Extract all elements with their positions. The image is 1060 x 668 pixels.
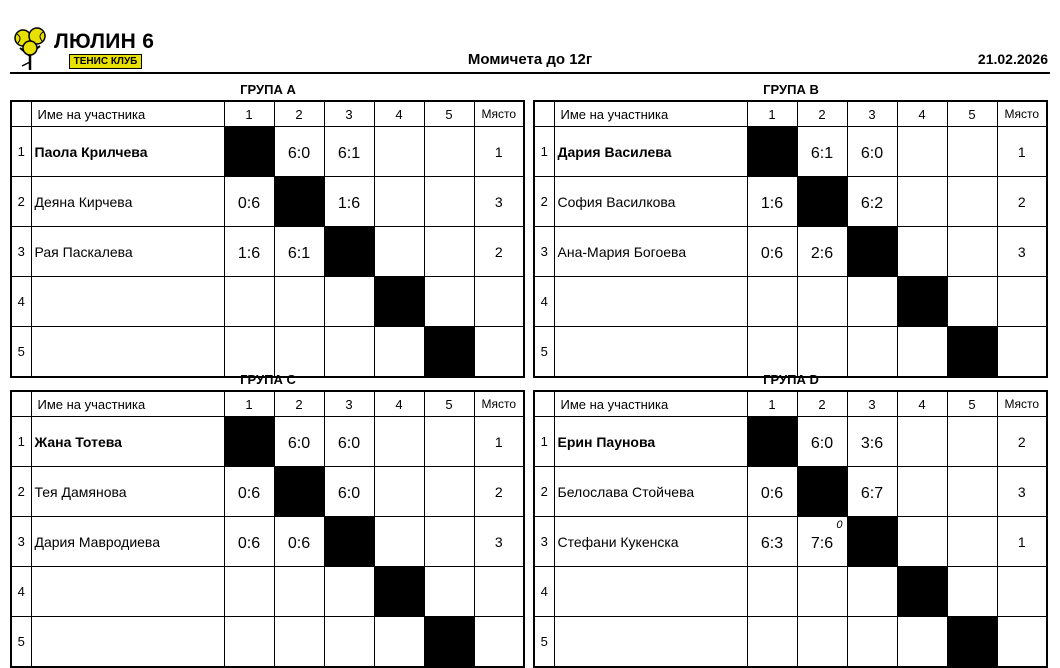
player-name xyxy=(31,567,224,617)
score-cell xyxy=(424,567,474,617)
score-cell xyxy=(897,327,947,378)
score-cell xyxy=(747,517,797,567)
header-opponent-cell: 3 xyxy=(324,391,374,417)
player-name xyxy=(554,277,747,327)
score-cell xyxy=(897,617,947,668)
place-value xyxy=(997,277,1047,327)
score-cell xyxy=(947,227,997,277)
diagonal-cell xyxy=(747,417,797,467)
player-number: 2 xyxy=(11,467,31,517)
table-row xyxy=(11,277,524,327)
score-value: 0:6 xyxy=(237,194,261,212)
place-value xyxy=(474,617,524,668)
score-value: 6:1 xyxy=(810,144,834,162)
player-number: 5 xyxy=(11,327,31,378)
score-cell xyxy=(374,617,424,668)
diagonal-cell xyxy=(424,617,474,668)
score-cell xyxy=(947,517,997,567)
player-name: Жана Тотева xyxy=(31,417,224,467)
group-table xyxy=(10,100,525,378)
place-value xyxy=(997,617,1047,668)
player-number: 3 xyxy=(534,227,554,277)
score-cell xyxy=(797,567,847,617)
table-header-row xyxy=(534,391,1047,417)
table-row xyxy=(11,517,524,567)
player-number: 1 xyxy=(534,127,554,177)
score-value: 1:6 xyxy=(760,194,784,212)
score-value: 6:2 xyxy=(860,194,884,212)
score-value: 6:0 xyxy=(287,144,311,162)
score-cell xyxy=(847,277,897,327)
score-cell xyxy=(747,467,797,517)
player-name: Дария Мавродиева xyxy=(31,517,224,567)
diagonal-cell xyxy=(897,567,947,617)
place-value xyxy=(997,567,1047,617)
table-row xyxy=(534,127,1047,177)
header-opponent-cell: 4 xyxy=(897,391,947,417)
header-num-cell xyxy=(534,101,554,127)
group-table xyxy=(10,390,525,668)
score-value: 1:6 xyxy=(237,244,261,262)
score-value: 6:3 xyxy=(760,534,784,552)
group-label: ГРУПА С xyxy=(240,372,296,387)
score-cell xyxy=(797,417,847,467)
score-cell xyxy=(224,327,274,378)
player-name: София Василкова xyxy=(554,177,747,227)
player-name: Стефани Кукенска xyxy=(554,517,747,567)
page-date: 21.02.2026 xyxy=(977,51,1048,67)
player-number: 4 xyxy=(534,567,554,617)
score-cell xyxy=(224,277,274,327)
score-value: 1:6 xyxy=(337,194,361,212)
score-cell xyxy=(747,227,797,277)
score-cell xyxy=(897,517,947,567)
score-cell xyxy=(947,127,997,177)
table-row xyxy=(534,277,1047,327)
score-cell xyxy=(374,417,424,467)
place-value: 1 xyxy=(474,417,524,467)
diagonal-cell xyxy=(374,277,424,327)
score-cell xyxy=(424,517,474,567)
table-row xyxy=(534,517,1047,567)
header-opponent-cell: 2 xyxy=(274,391,324,417)
header-num-cell xyxy=(534,391,554,417)
score-value: 6:0 xyxy=(337,434,361,452)
score-cell xyxy=(797,327,847,378)
place-value: 2 xyxy=(997,177,1047,227)
diagonal-cell xyxy=(324,517,374,567)
score-cell xyxy=(847,127,897,177)
table-row xyxy=(11,327,524,378)
score-value: 6:0 xyxy=(337,484,361,502)
place-value: 3 xyxy=(997,467,1047,517)
header-opponent-cell: 5 xyxy=(424,391,474,417)
table-row xyxy=(11,227,524,277)
place-value: 3 xyxy=(474,517,524,567)
table-row xyxy=(534,177,1047,227)
score-cell xyxy=(224,567,274,617)
header-place-cell: Място xyxy=(474,391,524,417)
score-cell xyxy=(897,467,947,517)
header-num-cell xyxy=(11,101,31,127)
table-row xyxy=(11,567,524,617)
place-value: 1 xyxy=(474,127,524,177)
score-cell xyxy=(797,617,847,668)
header-opponent-cell: 2 xyxy=(797,101,847,127)
score-cell xyxy=(897,417,947,467)
header-opponent-cell: 3 xyxy=(324,101,374,127)
score-value: 0:6 xyxy=(287,534,311,552)
player-name: Дария Василева xyxy=(554,127,747,177)
score-cell xyxy=(224,617,274,668)
score-cell xyxy=(947,567,997,617)
table-row xyxy=(534,567,1047,617)
score-cell xyxy=(374,327,424,378)
player-number: 3 xyxy=(11,517,31,567)
score-cell xyxy=(224,177,274,227)
page-title: Момичета до 12г xyxy=(467,51,593,68)
page-header xyxy=(10,24,1050,74)
tiebreak-note: 0 xyxy=(836,519,843,531)
table-row xyxy=(11,127,524,177)
diagonal-cell xyxy=(797,177,847,227)
score-value: 6:0 xyxy=(810,434,834,452)
score-value: 6:7 xyxy=(860,484,884,502)
place-value xyxy=(474,277,524,327)
header-opponent-cell: 2 xyxy=(797,391,847,417)
score-cell xyxy=(224,517,274,567)
diagonal-cell xyxy=(847,227,897,277)
group-table xyxy=(533,390,1048,668)
header-opponent-cell: 4 xyxy=(374,101,424,127)
score-cell xyxy=(897,227,947,277)
diagonal-cell xyxy=(797,467,847,517)
logo-subtitle: ТЕНИС КЛУБ xyxy=(69,54,142,69)
header-name-cell: Име на участника xyxy=(554,101,747,127)
score-cell xyxy=(374,127,424,177)
score-cell xyxy=(274,227,324,277)
score-cell xyxy=(374,227,424,277)
table-header-row xyxy=(11,101,524,127)
diagonal-cell xyxy=(374,567,424,617)
score-value: 0:6 xyxy=(760,244,784,262)
player-number: 5 xyxy=(534,327,554,378)
score-cell xyxy=(324,127,374,177)
header-name-cell: Име на участника xyxy=(554,391,747,417)
table-row xyxy=(11,467,524,517)
header-opponent-cell: 1 xyxy=(224,391,274,417)
score-cell xyxy=(324,617,374,668)
player-number: 3 xyxy=(11,227,31,277)
diagonal-cell xyxy=(324,227,374,277)
score-cell xyxy=(797,517,847,567)
table-row xyxy=(11,617,524,668)
place-value xyxy=(474,567,524,617)
table-row xyxy=(11,417,524,467)
diagonal-cell xyxy=(947,327,997,378)
table-row xyxy=(534,227,1047,277)
player-name xyxy=(554,567,747,617)
player-name: Белослава Стойчева xyxy=(554,467,747,517)
header-opponent-cell: 2 xyxy=(274,101,324,127)
player-name xyxy=(554,327,747,378)
player-name: Деяна Кирчева xyxy=(31,177,224,227)
score-cell xyxy=(747,617,797,668)
score-cell xyxy=(324,417,374,467)
score-cell xyxy=(897,177,947,227)
score-cell xyxy=(374,177,424,227)
score-cell xyxy=(424,227,474,277)
player-name xyxy=(31,617,224,668)
player-number: 1 xyxy=(11,127,31,177)
score-value: 6:1 xyxy=(287,244,311,262)
player-number: 4 xyxy=(11,567,31,617)
header-place-cell: Място xyxy=(474,101,524,127)
score-cell xyxy=(324,467,374,517)
score-value: 6:1 xyxy=(337,144,361,162)
score-cell xyxy=(374,517,424,567)
group-label: ГРУПА В xyxy=(763,82,819,97)
score-cell xyxy=(797,127,847,177)
score-cell xyxy=(747,567,797,617)
score-cell xyxy=(847,417,897,467)
group-label: ГРУПА D xyxy=(763,372,819,387)
header-name-cell: Име на участника xyxy=(31,101,224,127)
player-name xyxy=(31,327,224,378)
score-cell xyxy=(324,327,374,378)
player-number: 4 xyxy=(11,277,31,327)
header-name-cell: Име на участника xyxy=(31,391,224,417)
score-cell xyxy=(947,277,997,327)
score-cell xyxy=(797,277,847,327)
score-cell xyxy=(947,467,997,517)
player-number: 5 xyxy=(11,617,31,668)
score-cell xyxy=(424,467,474,517)
score-cell xyxy=(424,417,474,467)
score-cell xyxy=(224,467,274,517)
player-number: 1 xyxy=(11,417,31,467)
diagonal-cell xyxy=(274,177,324,227)
header-num-cell xyxy=(11,391,31,417)
player-number: 1 xyxy=(534,417,554,467)
score-cell xyxy=(847,567,897,617)
table-row xyxy=(534,417,1047,467)
diagonal-cell xyxy=(224,127,274,177)
score-cell xyxy=(747,277,797,327)
score-cell xyxy=(797,227,847,277)
score-cell xyxy=(274,617,324,668)
header-opponent-cell: 5 xyxy=(424,101,474,127)
diagonal-cell xyxy=(224,417,274,467)
player-number: 2 xyxy=(534,467,554,517)
table-row xyxy=(534,617,1047,668)
score-cell xyxy=(847,327,897,378)
score-cell xyxy=(847,177,897,227)
score-cell xyxy=(847,467,897,517)
score-cell xyxy=(324,177,374,227)
score-cell xyxy=(274,417,324,467)
score-cell xyxy=(897,127,947,177)
score-value: 7:6 xyxy=(810,534,834,552)
diagonal-cell xyxy=(747,127,797,177)
diagonal-cell xyxy=(424,327,474,378)
score-value: 0:6 xyxy=(237,534,261,552)
player-name: Паола Крилчева xyxy=(31,127,224,177)
header-opponent-cell: 5 xyxy=(947,391,997,417)
diagonal-cell xyxy=(847,517,897,567)
header-opponent-cell: 4 xyxy=(897,101,947,127)
place-value xyxy=(474,327,524,378)
player-number: 2 xyxy=(534,177,554,227)
score-cell xyxy=(747,327,797,378)
header-opponent-cell: 1 xyxy=(747,391,797,417)
group-label: ГРУПА А xyxy=(240,82,296,97)
table-header-row xyxy=(11,391,524,417)
table-header-row xyxy=(534,101,1047,127)
table-row xyxy=(11,177,524,227)
score-value: 3:6 xyxy=(860,434,884,452)
score-cell xyxy=(947,417,997,467)
score-cell xyxy=(324,567,374,617)
place-value: 3 xyxy=(474,177,524,227)
header-opponent-cell: 1 xyxy=(224,101,274,127)
diagonal-cell xyxy=(897,277,947,327)
score-cell xyxy=(374,467,424,517)
header-opponent-cell: 3 xyxy=(847,391,897,417)
player-number: 5 xyxy=(534,617,554,668)
score-value: 0:6 xyxy=(237,484,261,502)
score-value: 2:6 xyxy=(810,244,834,262)
player-name: Ана-Мария Богоева xyxy=(554,227,747,277)
table-row xyxy=(534,327,1047,378)
player-name xyxy=(31,277,224,327)
group-table xyxy=(533,100,1048,378)
player-number: 4 xyxy=(534,277,554,327)
score-cell xyxy=(274,567,324,617)
place-value xyxy=(997,327,1047,378)
score-cell xyxy=(424,177,474,227)
score-cell xyxy=(274,277,324,327)
score-cell xyxy=(274,127,324,177)
score-value: 6:0 xyxy=(287,434,311,452)
logo-title: ЛЮЛИН 6 xyxy=(54,30,155,53)
table-row xyxy=(534,467,1047,517)
diagonal-cell xyxy=(274,467,324,517)
place-value: 1 xyxy=(997,127,1047,177)
header-opponent-cell: 1 xyxy=(747,101,797,127)
player-name: Тея Дамянова xyxy=(31,467,224,517)
score-value: 0:6 xyxy=(760,484,784,502)
place-value: 2 xyxy=(474,467,524,517)
score-value: 6:0 xyxy=(860,144,884,162)
player-name xyxy=(554,617,747,668)
score-cell xyxy=(224,227,274,277)
place-value: 2 xyxy=(997,417,1047,467)
score-cell xyxy=(747,177,797,227)
header-place-cell: Място xyxy=(997,101,1047,127)
score-cell xyxy=(324,277,374,327)
score-cell xyxy=(274,517,324,567)
header-opponent-cell: 5 xyxy=(947,101,997,127)
score-cell xyxy=(274,327,324,378)
score-cell xyxy=(424,127,474,177)
player-name: Ерин Паунова xyxy=(554,417,747,467)
player-name: Рая Паскалева xyxy=(31,227,224,277)
player-number: 3 xyxy=(534,517,554,567)
score-cell xyxy=(847,617,897,668)
player-number: 2 xyxy=(11,177,31,227)
place-value: 2 xyxy=(474,227,524,277)
score-cell xyxy=(424,277,474,327)
place-value: 1 xyxy=(997,517,1047,567)
score-cell xyxy=(947,177,997,227)
header-opponent-cell: 4 xyxy=(374,391,424,417)
header-place-cell: Място xyxy=(997,391,1047,417)
header-opponent-cell: 3 xyxy=(847,101,897,127)
header-divider xyxy=(10,72,1050,74)
diagonal-cell xyxy=(947,617,997,668)
place-value: 3 xyxy=(997,227,1047,277)
